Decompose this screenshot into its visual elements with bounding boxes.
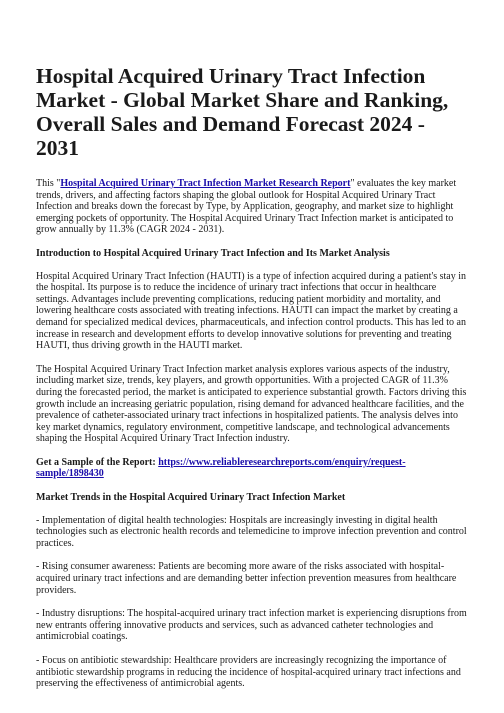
- sample-label: Get a Sample of the Report:: [36, 456, 159, 468]
- section-heading-trends: Market Trends in the Hospital Acquired Urinary Tract Infection Market: [36, 492, 346, 504]
- body-paragraph-1: Hospital Acquired Urinary Tract Infection (HAUTI) is a type of infection acquired during a patient's stay in the hospital. Its purpose is to reduce the incidence of urinary tract infections that occur in healthcare settings. Advantages include preventing complications, reducing patient morbidity and mortality, and lowering healthcare costs associated with treating infections. HAUTI can impact the market by creating a demand for specialized medical devices, pharmaceuticals, and infection control products. This has led to an increase in research and development efforts to develop innovative solutions for preventing and treating HAUTI, thus driving growth in the HAUTI market.: [36, 270, 467, 352]
- trend-item: - Implementation of digital health technologies: Hospitals are increasingly investing in digital health technologies such as electronic health records and telemedicine to improve infection prevention and control practices.: [36, 514, 467, 549]
- report-link[interactable]: Hospital Acquired Urinary Tract Infection Market Research Report: [60, 178, 351, 189]
- intro-paragraph: [36, 178, 468, 236]
- intro-suffix: " evaluates the key market trends, drivers, and affecting factors shaping the global outlook for Hospital Acquired Urinary Tract Infection and breaks down the forecast by Type, by Application, geography, and market size to highlight emerging pockets of opportunity. The Hospital Acquired Urinary Tract Infection market is anticipated to grow annually by 11.3% (CAGR 2024 - 2031).: [36, 178, 457, 236]
- sample-paragraph: [36, 457, 468, 480]
- intro-prefix: This ": [36, 178, 61, 189]
- trend-item: - Focus on antibiotic stewardship: Healthcare providers are increasingly recognizing the importance of antibiotic stewardship programs in reducing the incidence of hospital-acquired urinary tract infections and preserving the effectiveness of antimicrobial agents.: [36, 655, 461, 690]
- page-title: Hospital Acquired Urinary Tract Infection Market - Global Market Share and Ranking, Overall Sales and Demand Forecast 2024 - 2031: [36, 64, 449, 160]
- section-heading-introduction: Introduction to Hospital Acquired Urinary Tract Infection and Its Market Analysis: [36, 247, 390, 259]
- sample-link[interactable]: https://www.reliableresearchreports.com/enquiry/request-sample/1898430: [36, 456, 406, 480]
- trend-item: - Rising consumer awareness: Patients are becoming more aware of the risks associated with hospital-acquired urinary tract infections and are demanding better infection prevention measures from healthcare providers.: [36, 561, 457, 596]
- trend-item: - Industry disruptions: The hospital-acquired urinary tract infection market is experiencing disruptions from new entrants offering innovative products and services, such as advanced catheter technologies and antimicrobial coatings.: [36, 608, 467, 643]
- body-paragraph-2: The Hospital Acquired Urinary Tract Infection market analysis explores various aspects of the industry, including market size, trends, key players, and growth opportunities. With a projected CAGR of 11.3% during the forecasted period, the market is anticipated to experience substantial growth. Factors driving this growth include an increasing geriatric population, rising demand for advanced healthcare facilities, and the prevalence of catheter-associated urinary tract infections in hospitalized patients. The analysis delves into key market dynamics, regulatory environment, competitive landscape, and technological advancements shaping the Hospital Acquired Urinary Tract Infection industry.: [36, 363, 467, 445]
